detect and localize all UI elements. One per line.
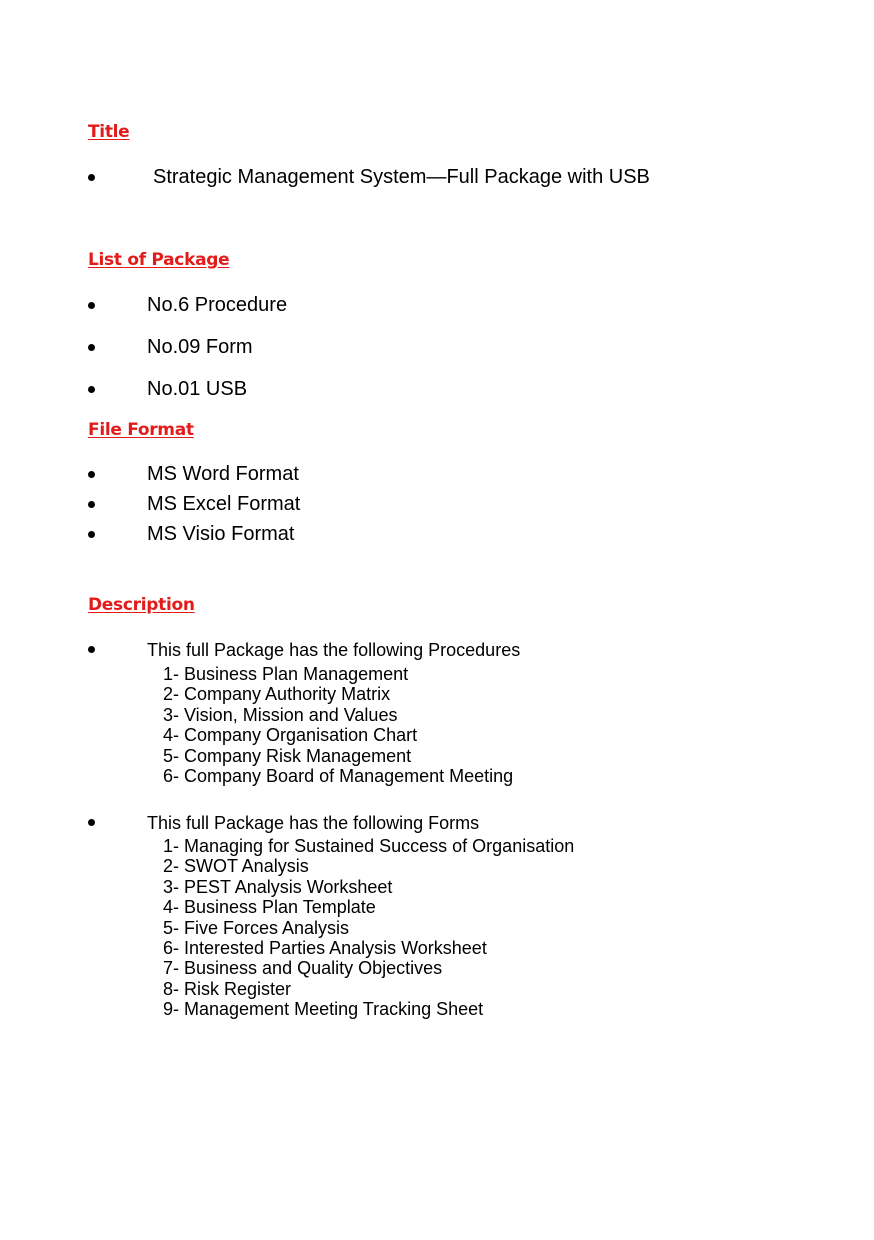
procedures-list [163,664,513,786]
form-item: 3- PEST Analysis Worksheet [163,876,393,897]
bullet-icon [88,174,95,181]
package-item: No.6 Procedure [147,294,288,316]
procedure-item: 1- Business Plan Management [163,664,409,684]
heading-title: Title [88,122,130,142]
form-item: 1- Managing for Sustained Success of Organisation [163,836,575,856]
forms-list [163,836,574,1020]
bullet-icon [88,471,95,478]
procedure-item: 4- Company Organisation Chart [163,725,418,746]
bullet-icon [88,344,95,351]
bullet-icon [88,819,95,826]
heading-description: Description [88,595,195,615]
procedures-intro: This full Package has the following Procedures [147,640,521,660]
form-item: 4- Business Plan Template [163,897,376,918]
procedure-item: 5- Company Risk Management [163,745,412,766]
form-item: 7- Business and Quality Objectives [163,958,443,979]
bullet-icon [88,302,95,309]
product-title: Strategic Management System—Full Package with USB [153,166,650,188]
format-item: MS Excel Format [147,493,301,515]
format-item: MS Visio Format [147,523,295,545]
format-item: MS Word Format [147,463,299,485]
form-item: 9- Management Meeting Tracking Sheet [163,999,484,1020]
package-item: No.01 USB [147,378,248,400]
form-item: 8- Risk Register [163,978,292,999]
heading-list-of-package: List of Package [88,250,230,270]
procedure-item: 2- Company Authority Matrix [163,684,391,705]
procedure-item: 3- Vision, Mission and Values [163,704,398,725]
forms-intro: This full Package has the following Forms [147,813,480,833]
bullet-icon [88,646,95,653]
form-item: 5- Five Forces Analysis [163,917,350,938]
procedure-item: 6- Company Board of Management Meeting [163,766,514,787]
bullet-icon [88,501,95,508]
bullet-icon [88,531,95,538]
package-item: No.09 Form [147,336,253,358]
heading-file-format: File Format [88,420,194,440]
form-item: 6- Interested Parties Analysis Worksheet [163,938,487,959]
form-item: 2- SWOT Analysis [163,856,309,877]
bullet-icon [88,386,95,393]
